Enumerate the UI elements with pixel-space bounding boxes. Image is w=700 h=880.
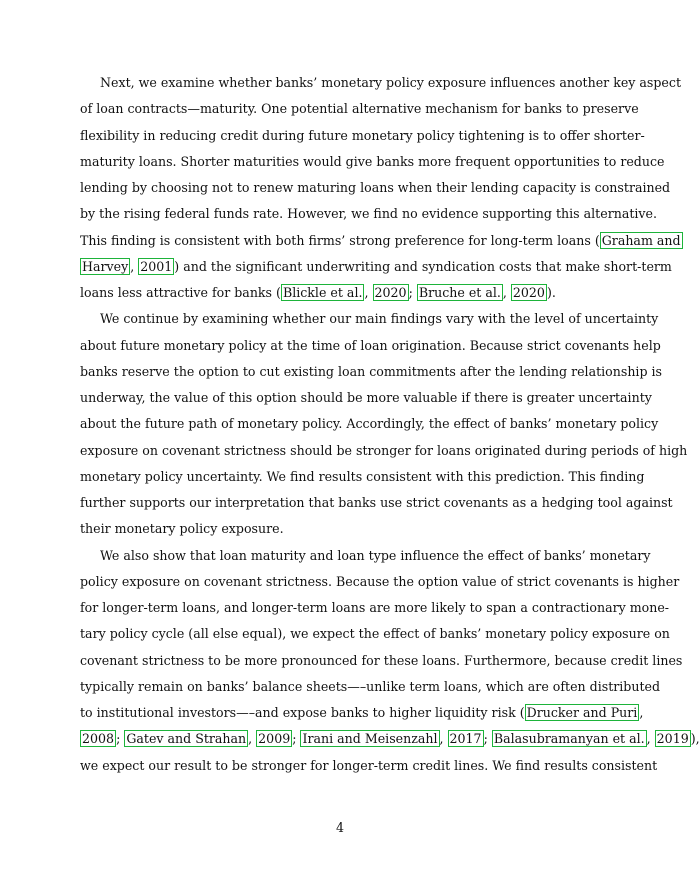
- text-line: [80, 757, 658, 774]
- citation-link[interactable]: Balasubramanyan et al.: [493, 731, 645, 747]
- text-line: [80, 705, 644, 721]
- citation-link[interactable]: 2020: [512, 285, 545, 300]
- text-line: [80, 258, 672, 275]
- text-segment: ,: [248, 731, 257, 747]
- text-segment: ,: [646, 731, 655, 747]
- text-line: [80, 678, 661, 695]
- text-segment: lending by choosing not to renew maturing loans when their lending capacity is constrained: [80, 180, 671, 195]
- text-line: [80, 521, 600, 537]
- text-line: [80, 442, 688, 459]
- text-line: [80, 495, 673, 511]
- text-line: [80, 232, 681, 249]
- text-segment: by the rising federal funds rate. However, we find no evidence supporting this alternative.: [80, 206, 657, 222]
- text-segment: ,: [130, 258, 139, 274]
- text-segment: ).: [546, 285, 556, 300]
- text-line: [80, 573, 680, 590]
- text-line: [80, 153, 665, 170]
- citation-link[interactable]: Bruche et al.: [418, 285, 501, 300]
- text-segment: ;: [292, 731, 301, 747]
- citation-link[interactable]: 2008: [82, 731, 115, 747]
- text-segment: about future monetary policy at the time of loan origination. Because strict covenants help: [80, 337, 661, 353]
- text-segment: about the future path of monetary policy. Accordingly, the effect of banks’ monetary policy: [80, 416, 659, 432]
- citation-link[interactable]: Graham and: [601, 232, 681, 248]
- page-number: 4: [335, 820, 344, 835]
- text-line: [80, 75, 682, 91]
- text-segment: Next, we examine whether banks’ monetary policy exposure influences another key aspect: [100, 75, 682, 90]
- text-segment: ,: [364, 285, 373, 300]
- text-segment: ;: [116, 731, 125, 747]
- text-segment: This finding is consistent with both firms’ strong preference for long-term loans (: [80, 232, 600, 248]
- citation-link[interactable]: 2009: [258, 731, 291, 747]
- citation-link[interactable]: Blickle et al.: [282, 285, 363, 300]
- citation-link[interactable]: 2019: [656, 731, 689, 747]
- text-line: [80, 363, 663, 380]
- text-segment: exposure on covenant strictness should be stronger for loans originated during periods of high: [80, 442, 688, 458]
- text-line: [80, 311, 659, 327]
- text-segment: policy exposure on covenant strictness. Because the option value of strict covenants is higher: [80, 573, 680, 589]
- text-line: [80, 127, 645, 144]
- text-line: [80, 101, 639, 117]
- citation-link[interactable]: Gatev and Strahan: [126, 731, 247, 747]
- text-segment: We also show that loan maturity and loan type influence the effect of banks’ monetary: [100, 547, 651, 563]
- text-segment: ;: [483, 731, 492, 747]
- text-line: [80, 206, 657, 222]
- text-segment: to institutional investors—–and expose banks to higher liquidity risk (: [80, 705, 525, 720]
- text-segment: banks reserve the option to cut existing loan commitments after the lending relationship is: [80, 363, 663, 379]
- text-line: [80, 626, 670, 642]
- text-segment: ,: [439, 731, 448, 747]
- text-line: [80, 547, 651, 564]
- text-segment: ;: [408, 285, 417, 300]
- text-line: [80, 285, 600, 301]
- text-segment: monetary policy uncertainty. We find results consistent with this prediction. This finding: [80, 468, 645, 484]
- citation-link[interactable]: Harvey: [82, 258, 129, 274]
- text-segment: for longer-term loans, and longer-term loans are more likely to span a contractionary mone-: [80, 600, 670, 615]
- text-segment: of loan contracts—maturity. One potential alternative mechanism for banks to preserve: [80, 101, 639, 117]
- text-line: [80, 337, 661, 354]
- text-segment: we expect our result to be stronger for longer-term credit lines. We find results consistent: [80, 757, 658, 773]
- text-segment: ,: [639, 705, 644, 720]
- text-segment: tary policy cycle (all else equal), we expect the effect of banks’ monetary policy exposure on: [80, 626, 670, 642]
- text-segment: their monetary policy exposure.: [80, 521, 284, 537]
- text-line: [80, 180, 671, 196]
- text-segment: covenant strictness to be more pronounced for these loans. Furthermore, because credit lines: [80, 652, 683, 668]
- text-segment: flexibility in reducing credit during future monetary policy tightening is to offer shorter-: [80, 127, 645, 143]
- text-line: [80, 468, 645, 485]
- text-line: [80, 731, 700, 747]
- text-line: [80, 416, 659, 432]
- citation-link[interactable]: 2020: [374, 285, 407, 300]
- text-segment: further supports our interpretation that banks use strict covenants as a hedging tool against: [80, 495, 673, 510]
- text-segment: ) and the significant underwriting and syndication costs that make short-term: [174, 258, 672, 274]
- citation-link[interactable]: 2001: [140, 258, 173, 274]
- text-line: [80, 652, 683, 669]
- text-segment: loans less attractive for banks (: [80, 285, 281, 300]
- text-segment: typically remain on banks’ balance sheets—–unlike term loans, which are often distributed: [80, 678, 661, 694]
- text-segment: We continue by examining whether our main findings vary with the level of uncertainty: [100, 311, 659, 327]
- text-segment: maturity loans. Shorter maturities would give banks more frequent opportunities to reduce: [80, 153, 665, 169]
- text-segment: ),: [690, 731, 700, 747]
- text-segment: ,: [502, 285, 511, 300]
- text-line: [80, 600, 670, 616]
- text-segment: underway, the value of this option should be more valuable if there is greater uncertainty: [80, 390, 652, 405]
- citation-link[interactable]: Drucker and Puri: [526, 705, 638, 720]
- text-line: [80, 390, 652, 406]
- citation-link[interactable]: 2017: [449, 731, 482, 747]
- citation-link[interactable]: Irani and Meisenzahl: [302, 731, 438, 747]
